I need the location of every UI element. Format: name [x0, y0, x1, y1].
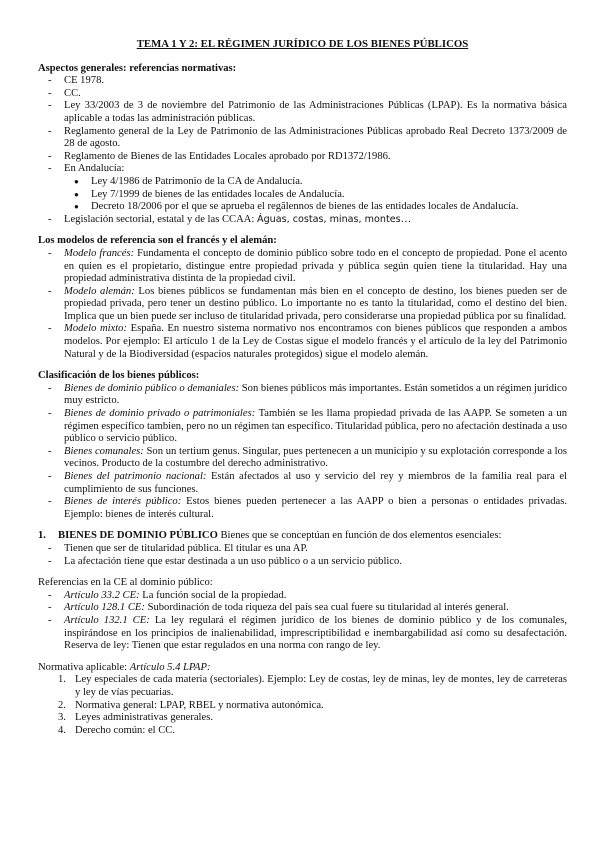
- sublist-item: ● Decreto 18/2006 por el que se aprueba el regãlennos de bienes de las entidades locales de Andalucía.: [38, 201, 567, 214]
- list-aspectos: [38, 75, 567, 226]
- heading-modelos: Los modelos de referencia son el francés y el alemán:: [38, 235, 277, 247]
- list-item-term: Bienes de dominio privado o patrimoniales:: [64, 408, 256, 420]
- list-item: [38, 383, 567, 408]
- list-item-text: Son un tertium genus. Singular, pues pertenecen a un municipio y su explotación corresponde a los vecinos. Producto de la costumbre del derecho administrativo.: [64, 445, 567, 470]
- heading-normativa-text: Normativa aplicable:: [38, 661, 130, 673]
- section-title: BIENES DE DOMINIO PÚBLICO: [58, 530, 218, 542]
- list-item: [38, 674, 567, 699]
- list-item: [38, 446, 567, 471]
- list-item-text: Leyes administrativas generales.: [75, 712, 213, 724]
- list-item-text: Subordinación de toda riqueza del país sea cual fuere su titularidad al interés general.: [144, 602, 509, 614]
- list-item-text: España. En nuestro sistema normativo nos encontramos con bienes públicos que responden a ambos modelos. Por ejemplo: El artículo 1 de la Ley de Costas sigue el modelo francés y el artículo de la ley del Patrimonio Natural y de la Biodiversidad (espacios naturales protegidos) sigue el modelo alemán.: [64, 323, 568, 360]
- heading-referencias: Referencias en la CE al dominio público:: [38, 577, 213, 589]
- list-item: - Reglamento de Bienes de las Entidades Locales aprobado por RD1372/1986.: [38, 151, 567, 164]
- list-clasificacion: [38, 383, 567, 522]
- list-item: [38, 712, 567, 725]
- list-item-number: 2.: [58, 699, 66, 711]
- list-item: [38, 496, 567, 521]
- list-item: - CE 1978.: [38, 75, 567, 88]
- list-item-term: Bienes de interés público:: [64, 496, 182, 508]
- handwritten-text: Águas, costas, minas, montes: [257, 213, 401, 225]
- list-item: [38, 615, 567, 653]
- list-item: - Reglamento general de la Ley de Patrimonio de las Administraciones Públicas aprobado Real Decreto 1373/2009 de 28 de agosto.: [38, 126, 567, 151]
- list-item: [38, 214, 567, 227]
- heading-normativa: [38, 662, 567, 675]
- list-item-term: Modelo alemán:: [64, 285, 135, 297]
- ellipsis: …: [400, 213, 412, 225]
- list-item: [38, 323, 567, 361]
- heading-clasificacion: Clasificación de los bienes públicos:: [38, 370, 200, 382]
- list-item: - Tienen que ser de titularidad pública. El titular es una AP.: [38, 543, 567, 556]
- list-item-term: Artículo 33.2 CE:: [64, 589, 140, 601]
- list-item-term: Bienes de dominio público o demaniales:: [64, 382, 240, 394]
- heading-dominio-publico: [38, 530, 567, 543]
- list-item: [38, 602, 567, 615]
- list-item-text: Fundamenta el concepto de dominio público sobre todo en el concepto de propiedad. Pone el acento en quien es el propietario, distingue entre propiedad privada y pública según quien tiene la titularidad. Hay una propiedad administrativa distinta de la propiedad civil.: [64, 247, 567, 285]
- list-item: [38, 590, 567, 603]
- list-item: - CC.: [38, 88, 567, 101]
- list-item: - Ley 33/2003 de 3 de noviembre del Patrimonio de las Administraciones Públicas (LPAP). Es la normativa básica aplicable a todas las administración públicas.: [38, 100, 567, 125]
- list-item-term: Artículo 128.1 CE:: [64, 602, 145, 614]
- section-referencias: [38, 577, 567, 653]
- list-item-text: También se les llama propiedad privada de las AAPP. Se someten a un régimen específico tambien, pero no un régimen tan específico. Titularidad pública, pero no afectación destinada a uso público o servicio público.: [64, 408, 567, 445]
- list-item: - La afectación tiene que estar destinada a un uso público o a un servicio público.: [38, 556, 567, 569]
- list-item-text: Están afectados al uso y servicio del rey y miembros de la familia real para el cumplimiento de sus funciones.: [64, 471, 567, 495]
- section-aspectos: [38, 63, 567, 227]
- section-clasificacion: [38, 370, 567, 521]
- sublist-item: ● Ley 7/1999 de bienes de las entidades locales de Andalucía.: [38, 189, 567, 202]
- section-number: 1.: [38, 530, 46, 542]
- heading-aspectos: Aspectos generales: referencias normativas:: [38, 62, 237, 74]
- list-normativa: [38, 674, 567, 737]
- section-normativa: [38, 662, 567, 738]
- list-item-text: Estos bienes pueden pertenecer a las AAPP o bien a personas o entidades privadas. Ejemplo: bienes de interés cultural.: [64, 496, 567, 520]
- heading-normativa-ref: Artículo 5.4 LPAP:: [129, 661, 211, 673]
- section-dominio-publico: [38, 530, 567, 568]
- sublist-item: ● Ley 4/1986 de Patrimonio de la CA de Andalucía.: [38, 176, 567, 189]
- list-referencias: [38, 590, 567, 653]
- list-dominio: [38, 543, 567, 568]
- list-item-text: Derecho común: el CC.: [75, 724, 176, 736]
- sublist-andalucia: [38, 176, 567, 214]
- document-title: TEMA 1 Y 2: EL RÉGIMEN JURÍDICO DE LOS BIENES PÚBLICOS: [136, 38, 469, 50]
- list-item-text: Los bienes públicos se fundamentan más bien en el concepto de destino, los bienes pueden ser de propiedad privada, pero tener un destino público. Lo importante no es tanto la titularidad, como el destino del bien. Implica que un bien puede ser incluso de titularidad privada, pero considerarse una propiedad pública por su finalidad.: [64, 285, 567, 322]
- list-item: [38, 725, 567, 738]
- list-modelos: [38, 248, 567, 361]
- list-item: [38, 163, 567, 213]
- list-item: [38, 286, 567, 324]
- list-item-text: Son bienes públicos más importantes. Están sometidos a un régimen jurídico muy estricto.: [64, 382, 567, 407]
- list-item-text: Legislación sectorial, estatal y de las CCAA:: [64, 213, 257, 225]
- list-item-text: Normativa general: LPAP, RBEL y normativa autonómica.: [75, 699, 324, 711]
- section-intro: Bienes que se conceptúan en función de dos elementos esenciales:: [217, 530, 502, 542]
- list-item-term: Bienes del patrimonio nacional:: [64, 471, 207, 482]
- list-item: [38, 700, 567, 713]
- list-item-text: La función social de la propiedad.: [139, 589, 287, 601]
- list-item-term: Artículo 132.1 CE:: [64, 614, 150, 626]
- list-item-term: Bienes comunales:: [64, 445, 144, 457]
- list-item-text: Ley especiales de cada materia (sectoriales). Ejemplo: Ley de costas, ley de minas, ley de montes, ley de carreteras y ley de vías pecuarias.: [75, 674, 567, 698]
- section-modelos: [38, 235, 567, 361]
- list-item: [38, 248, 567, 286]
- list-item-term: Modelo mixto:: [64, 323, 128, 335]
- list-item: [38, 408, 567, 446]
- list-item-text: En Andalucía:: [64, 163, 125, 175]
- list-item-number: 3.: [58, 712, 66, 724]
- list-item-term: Modelo francés:: [64, 247, 135, 259]
- list-item-text: La ley regulará el régimen jurídico de los bienes de dominio público y de los comunales, inspirándose en los principios de inalienabilidad, imprescriptibilidad e inembargabilidad así como su desafectación. Reserva de ley: Tienen que estar regulados en una norma con rango de ley.: [64, 614, 567, 652]
- list-item-number: 1.: [58, 674, 66, 686]
- list-item-number: 4.: [58, 724, 66, 736]
- list-item: [38, 471, 567, 496]
